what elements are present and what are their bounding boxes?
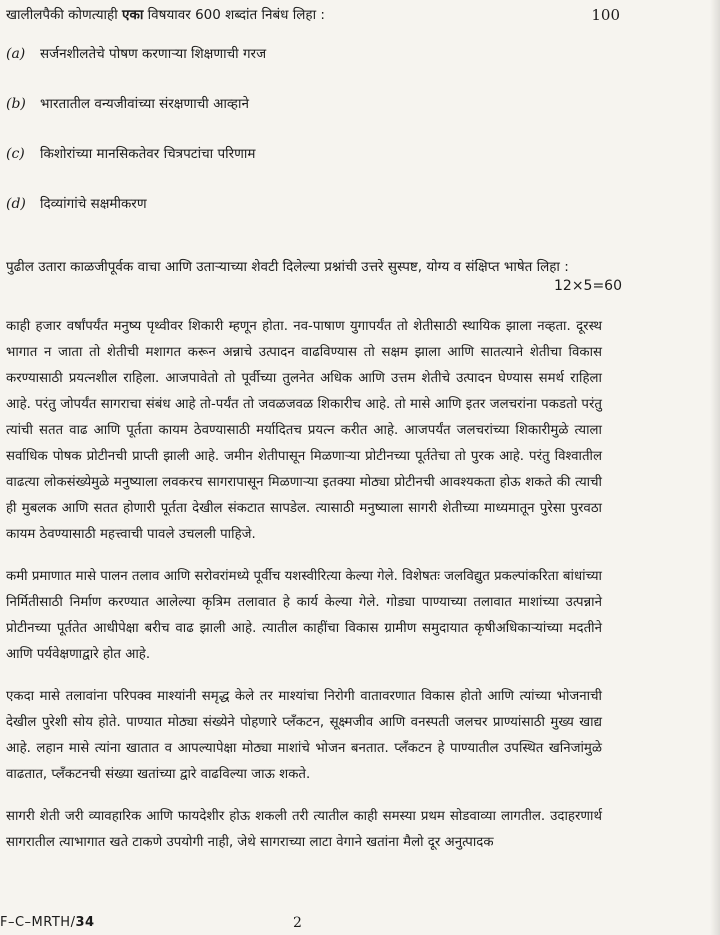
scan-edge-shadow [710, 0, 720, 935]
topic-letter: (c) [6, 146, 25, 162]
essay-marks: 100 [591, 6, 620, 24]
passage-paragraph: काही हजार वर्षांपर्यंत मनुष्य पृथ्वीवर शिकारी म्हणून होता. नव-पाषाण युगापर्यंत तो शेतीसाठी स्थायिक झाला नव्हता. दूरस्थ भागात न जाता तो शेतीची मशागत करून अन्नाचे उत्पादन वाढविण्यास तो सक्षम झाला आणि सातत्याने शेतीचा विकास करण्यासाठी प्रयत्नशील राहिला. आजपावेतो तो पूर्वीच्या तुलनेत अधिक आणि उत्तम शेतीचे उत्पादन घेण्यास समर्थ राहिला आहे. परंतु जोपर्यंत सागराचा संबंध आहे तो-पर्यंत तो जवळजवळ शिकारीच आहे. तो मासे आणि इतर जलचरांना पकडतो परंतु त्यांची सतत वाढ आणि पूर्तता कायम ठेवण्यासाठी मर्यादितच प्रयत्न करीत आहे. आजपर्यंत जलचरांच्या शिकारीमुळे त्याला सर्वाधिक पोषक प्रोटीनची प्राप्ती झाली आहे. जमीन शेतीपासून मिळणाऱ्या प्रोटीनच्या पूर्ततेचा तो पुरक आहे. परंतु विश्वातील वाढत्या लोकसंख्येमुळे मनुष्याला लवकरच सागरापासून मिळणाऱ्या इतक्या मोठ्या प्रोटीनची आवश्यकता होऊ शकते की त्याची ही मुबलक आणि सतत होणारी पूर्तता देखील संकटात सापडेल. त्यासाठी मनुष्याला सागरी शेतीच्या माध्यमातून पुरेसा पुरवठा कायम ठेवण्यासाठी महत्त्वाची पावले उचलली पाहिजे. [6, 319, 602, 542]
instruction-text-start: खालीलपैकी कोणत्याही [6, 7, 122, 23]
instruction-emphasis: एका [122, 7, 144, 23]
essay-topic-b [6, 94, 626, 118]
topic-letter: (d) [6, 196, 26, 212]
passage-paragraph: एकदा मासे तलावांना परिपक्व माश्यांनी समृद्ध केले तर माश्यांचा निरोगी वातावरणात विकास होतो आणि त्यांच्या भोजनाची देखील पुरेशी सोय होते. पाण्यात मोठ्या संख्येने पोहणारे प्लँकटन, सूक्ष्मजीव आणि वनस्पती जलचर प्राण्यांसाठी मुख्य खाद्य आहे. लहान मासे त्यांना खातात व आपल्यापेक्षा मोठ्या माशांचे भोजन बनतात. प्लँकटन हे पाण्यातील उपस्थित खनिजांमुळे वाढतात, प्लँकटनची संख्या खतांच्या द्वारे वाढविल्या जाऊ शकते. [6, 689, 602, 782]
essay-topic-c [6, 144, 626, 168]
passage-instruction: पुढील उतारा काळजीपूर्वक वाचा आणि उताऱ्याच्या शेवटी दिलेल्या प्रश्नांची उत्तरे सुस्पष्ट, योग्य व संक्षिप्त भाषेत लिहा : [6, 259, 569, 275]
reading-passage [6, 314, 602, 872]
page-number: 2 [293, 915, 302, 931]
topic-letter: (b) [6, 96, 26, 112]
essay-instruction [6, 4, 566, 26]
passage-paragraph: सागरी शेती जरी व्यावहारिक आणि फायदेशीर होऊ शकली तरी त्यातील काही समस्या प्रथम सोडवाव्या लागतील. उदाहरणार्थ सागरातील त्याभागात खते टाकणे उपयोगी नाही, जेथे सागराच्या लाटा वेगाने खतांना मैलो दूर अनुत्पादक [6, 809, 602, 850]
paper-code-number: 34 [75, 915, 95, 930]
topic-text: किशोरांच्या मानसिकतेवर चित्रपटांचा परिणाम [40, 146, 256, 162]
topic-letter: (a) [6, 46, 26, 62]
essay-topic-d [6, 194, 626, 218]
paper-code [0, 915, 95, 930]
topic-text: भारतातील वन्यजीवांच्या संरक्षणाची आव्हाने [40, 96, 249, 112]
essay-topic-list [6, 44, 626, 244]
passage-paragraph: कमी प्रमाणात मासे पालन तलाव आणि सरोवरांमध्ये पूर्वीच यशस्वीरित्या केल्या गेले. विशेषतः जलविद्युत प्रकल्पांकरिता बांधांच्या निर्मितीसाठी निर्माण करण्यात आलेल्या कृत्रिम तलावात हे कार्य केल्या गेले. गोड्या पाण्याच्या तलावात माशांच्या उत्पन्नाने प्रोटीनच्या पूर्ततेत आधीपेक्षा बरीच वाढ झाली आहे. त्यातील काहींचा विकास ग्रामीण समुदायात कृषीअधिकाऱ्यांच्या मदतीने आणि पर्यवेक्षणाद्वारे होत आहे. [6, 569, 602, 662]
passage-marks: 12×5=60 [554, 278, 622, 294]
instruction-text-end: विषयावर 600 शब्दांत निबंध लिहा : [143, 7, 325, 23]
topic-text: दिव्यांगांचे सक्षमीकरण [40, 196, 147, 212]
paper-code-prefix: F–C–MRTH/ [0, 915, 76, 930]
essay-topic-a [6, 44, 626, 68]
topic-text: सर्जनशीलतेचे पोषण करणाऱ्या शिक्षणाची गरज [40, 46, 267, 62]
